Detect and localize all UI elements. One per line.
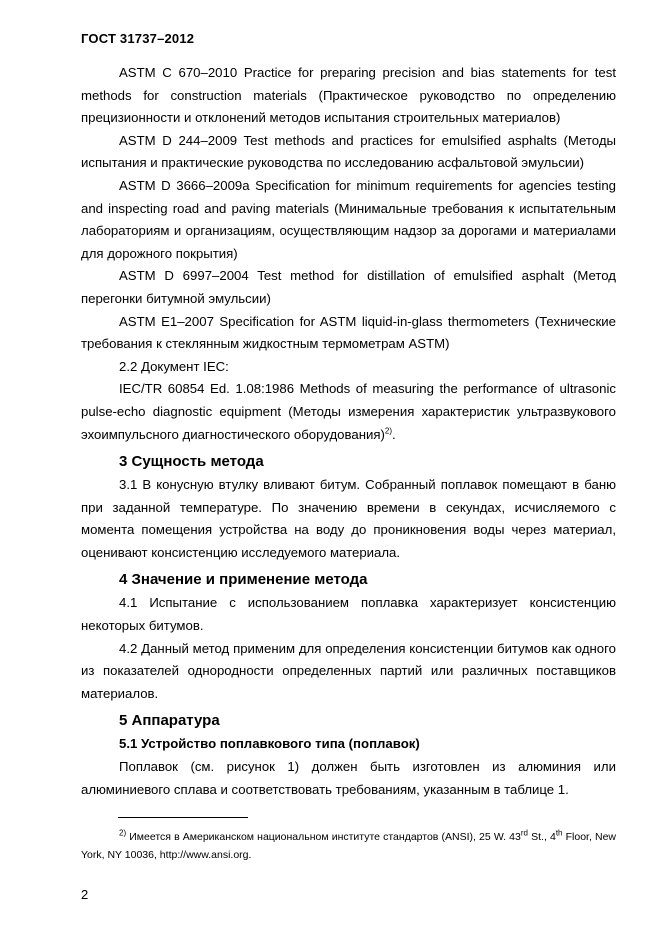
- section-3-1-text: 3.1 В конусную втулку вливают битум. Собранный поплавок помещают в баню при заданной температуре. По значению времени в секундах, исчисляемого с момента помещения устройства на воду до проникновения воды через материал, оценивают консистенцию исследуемого материала.: [81, 477, 616, 560]
- footnote-sup-rd: rd: [520, 828, 528, 838]
- reference-iec-60854: [81, 378, 616, 446]
- section-5-heading: 5 Аппаратура: [119, 712, 220, 730]
- section-4-heading: 4 Значение и применение метода: [119, 571, 368, 589]
- reference-iec-60854-period: .: [392, 426, 396, 442]
- reference-astm-d6997: ASTM D 6997–2004 Test method for distillation of emulsified asphalt (Метод перегонки битумной эмульсии): [81, 268, 616, 306]
- reference-astm-d244: ASTM D 244–2009 Test methods and practices for emulsified asphalts (Методы испытания и практические руководства по исследованию асфальтовой эмульсии): [81, 132, 616, 171]
- reference-astm-d3666: ASTM D 3666–2009a Specification for minimum requirements for agencies testing and inspecting road and paving materials (Минимальные требования к испытательным лабораториям и организациям, осуществляющим надзор за дорогами и материалами для дорожного покрытия): [81, 177, 616, 261]
- reference-astm-c670: ASTM C 670–2010 Practice for preparing precision and bias statements for test methods for construction materials (Практическое руководство по определению прецизионности и отклонений методов испытания строительных материалов): [81, 65, 616, 126]
- footnote-text-b: St., 4: [528, 831, 556, 843]
- footnote-sup-th: th: [555, 828, 563, 838]
- reference-astm-e1: ASTM E1–2007 Specification for ASTM liquid-in-glass thermometers (Технические требования к стеклянным жидкостным термометрам ASTM): [81, 313, 616, 352]
- reference-iec-60854-text: IEC/TR 60854 Ed. 1.08:1986 Methods of measuring the performance of ultrasonic pulse-echo diagnostic equipment (Методы измерения характеристик ультразвукового эхоимпульсного диагностического оборудования): [81, 381, 616, 442]
- document-header: ГОСТ 31737–2012: [81, 31, 195, 46]
- section-4-1-text: 4.1 Испытание с использованием поплавка характеризует консистенцию некоторых битумов.: [81, 595, 616, 634]
- footnote-text-a: Имеется в Американском национальном институте стандартов (ANSI), 25 W. 43: [129, 831, 521, 843]
- footnote-divider: [118, 817, 248, 818]
- document-body: [81, 62, 616, 801]
- page-number: 2: [81, 887, 89, 902]
- footnote-ref: 2): [384, 426, 393, 436]
- section-4-2-text: 4.2 Данный метод применим для определения консистенции битумов как одного из показателей однородности определенных партий или различных поставщиков материалов.: [81, 640, 616, 701]
- footnote: [81, 828, 616, 864]
- section-5-1-text: Поплавок (см. рисунок 1) должен быть изготовлен из алюминия или алюминиевого сплава и соответствовать требованиям, указанным в таблице 1.: [81, 759, 616, 797]
- footnote-text-c: Floor, New York, NY 10036, http://www.ansi.org.: [81, 831, 616, 861]
- section-3-heading: 3 Сущность метода: [119, 453, 264, 471]
- section-5-1-heading: 5.1 Устройство поплавкового типа (поплавок): [119, 736, 420, 752]
- iec-document-label: 2.2 Документ IEC:: [119, 358, 229, 374]
- footnote-marker: 2): [119, 828, 127, 838]
